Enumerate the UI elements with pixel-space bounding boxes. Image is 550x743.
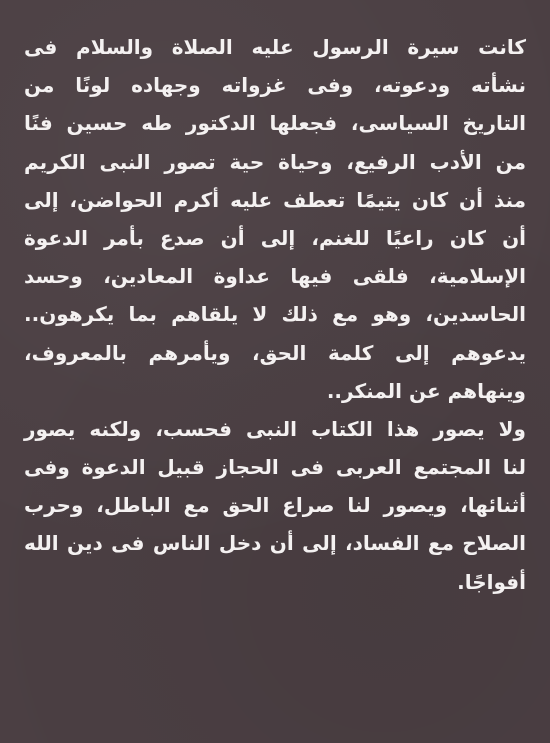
text-line: كانت سيرة الرسول عليه الصلاة والسلام فى	[24, 35, 526, 59]
text-line: أن كان راعيًا للغنم، إلى أن صدع بأمر الدعوة	[24, 225, 526, 250]
text-line: من الأدب الرفيع، وحياة حية تصور النبى الكريم	[24, 149, 526, 174]
text-line: نشأته ودعوته، وفى غزواته وجهاده لونًا من	[24, 73, 526, 98]
paragraph	[24, 410, 526, 601]
text-line: التاريخ السياسى، فجعلها الدكتور طه حسين فنًا	[24, 111, 526, 136]
text-line: أفواجًا.	[457, 569, 526, 594]
text-line: ولا يصور هذا الكتاب النبى فحسب، ولكنه يصور	[24, 416, 526, 441]
text-line: الحاسدين، وهو مع ذلك لا يلقاهم بما يكرهون..	[24, 302, 526, 327]
text-line: الإسلامية، فلقى فيها عداوة المعادين، وحسد	[24, 264, 526, 289]
text-line: أثنائها، ويصور لنا صراع الحق مع الباطل، وحرب	[24, 493, 526, 518]
paragraph	[24, 28, 526, 410]
text-line: منذ أن كان يتيمًا تعطف عليه أكرم الحواضن، إلى	[24, 187, 526, 212]
text-line: وينهاهم عن المنكر..	[326, 378, 526, 403]
blurb-text	[24, 28, 526, 601]
text-line: لنا المجتمع العربى فى الحجاز قبيل الدعوة وفى	[24, 455, 526, 480]
text-line: الصلاح مع الفساد، إلى أن دخل الناس فى دين الله	[24, 531, 526, 556]
text-line: يدعوهم إلى كلمة الحق، ويأمرهم بالمعروف،	[24, 340, 526, 365]
